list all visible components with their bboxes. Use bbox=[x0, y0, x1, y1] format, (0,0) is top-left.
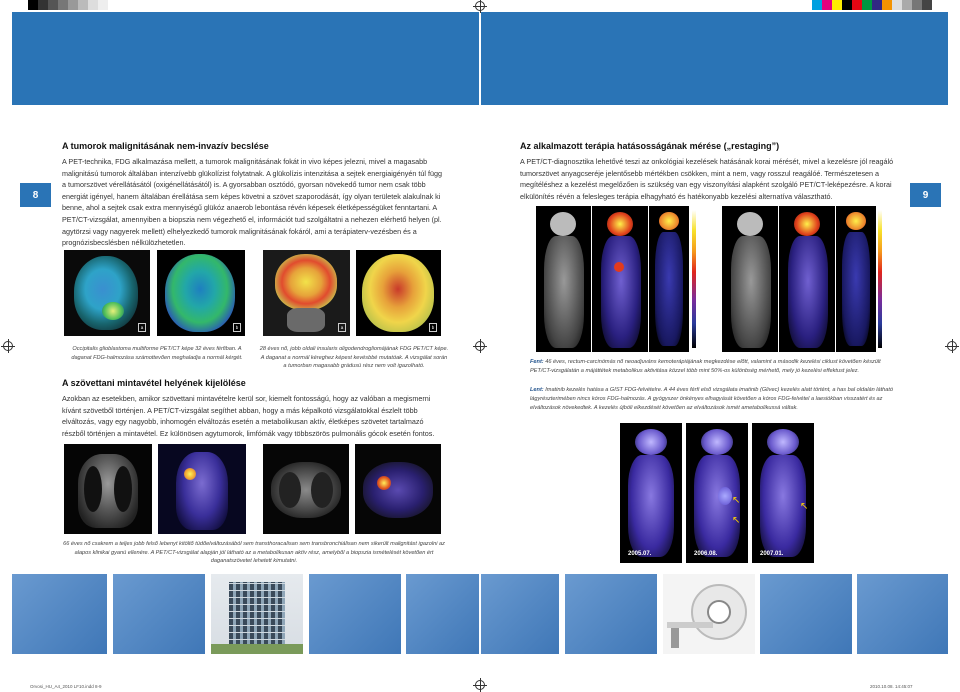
pet-mip-image bbox=[836, 206, 876, 352]
scan-date: 2007.01. bbox=[760, 551, 784, 557]
pet-mip-image bbox=[649, 206, 689, 352]
page-number-left: 8 bbox=[20, 183, 51, 207]
header-band-right bbox=[481, 12, 948, 105]
pet-followup-image bbox=[686, 423, 748, 563]
section-heading-malignancy: A tumorok malignitásának nem-invazív becslése bbox=[62, 141, 269, 151]
caption-bottom-label: Lent: bbox=[530, 387, 544, 393]
color-swatch bbox=[822, 0, 832, 10]
color-swatch bbox=[902, 0, 912, 10]
color-swatch bbox=[48, 0, 58, 10]
caption-glioblastoma: Occipitalis glioblastoma multiforme PET/CT képe 32 éves férfiban. A daganat FDG-halmozása számottevően meghaladja a normál kérgét. bbox=[71, 346, 243, 361]
decorative-photo bbox=[857, 574, 948, 654]
color-swatch bbox=[912, 0, 922, 10]
color-swatch bbox=[922, 0, 932, 10]
pet-body-image bbox=[592, 206, 648, 352]
panel-label: a bbox=[138, 323, 146, 332]
arrow-icon: ↖ bbox=[800, 501, 809, 512]
registration-mark-icon bbox=[3, 341, 13, 351]
brain-pet-image bbox=[356, 250, 441, 336]
ct-axial-image bbox=[263, 444, 349, 534]
caption-lung-biopsy: 66 éves nő csakrem a teljes jobb felső lebenyt kitöltő tüdőelváltozásából sem transthoracalisan sem transbronchiálisan nem sikerült malignitást igazolni az alapos klinikai gyanú ellenére. A PET/CT-vizsgálat alapján jól látható az a metabolikusan aktív rész, amelyből a biopszia ismételését követően ért daganatszövetet lehetett kimutatni. bbox=[63, 541, 445, 565]
caption-bottom bbox=[530, 386, 900, 413]
color-swatch bbox=[98, 0, 108, 10]
decorative-photo bbox=[481, 574, 559, 654]
color-swatch bbox=[882, 0, 892, 10]
panel-label: b bbox=[233, 323, 241, 332]
ct-body-image bbox=[536, 206, 591, 352]
brain-pet-image bbox=[263, 250, 350, 336]
arrow-icon: ↖ bbox=[732, 515, 741, 526]
caption-top bbox=[530, 358, 900, 376]
decorative-photo bbox=[12, 574, 107, 654]
ct-body-image bbox=[722, 206, 778, 352]
color-swatch bbox=[852, 0, 862, 10]
color-swatch bbox=[78, 0, 88, 10]
color-swatch bbox=[832, 0, 842, 10]
header-band-left bbox=[12, 12, 479, 105]
registration-mark-icon bbox=[475, 341, 485, 351]
panel-label: b bbox=[429, 323, 437, 332]
caption-top-label: Fent: bbox=[530, 359, 544, 365]
brain-pet-image bbox=[157, 250, 245, 336]
decorative-photo bbox=[309, 574, 401, 654]
registration-mark-icon bbox=[947, 341, 957, 351]
color-swatch bbox=[28, 0, 38, 10]
pet-ct-coronal-image bbox=[158, 444, 246, 534]
color-swatch bbox=[88, 0, 98, 10]
scan-date: 2006.08. bbox=[694, 551, 718, 557]
scanner-photo bbox=[663, 574, 755, 654]
registration-mark-icon bbox=[475, 680, 485, 690]
footer-filename: Orvosi_HU_A4_2010 LF10.indd 8-9 bbox=[30, 684, 102, 689]
pet-colorbar bbox=[692, 210, 696, 348]
arrow-icon: ↖ bbox=[732, 495, 741, 506]
brain-pet-image bbox=[64, 250, 150, 336]
section-heading-restaging: Az alkalmazott terápia hatásosságának mérése („restaging”) bbox=[520, 141, 780, 151]
color-swatch bbox=[862, 0, 872, 10]
section-heading-biopsy: A szövettani mintavétel helyének kijelölése bbox=[62, 378, 246, 388]
scan-date: 2005.07. bbox=[628, 551, 652, 557]
color-swatch bbox=[68, 0, 78, 10]
color-swatch bbox=[892, 0, 902, 10]
caption-oligodendroglioma: 28 éves nő, jobb oldali insularis oligodendrogliomájának FDG PET/CT képe. A daganat a normál kéreghez képest kevésbbé mutatóak. A vizsgálat során a tumorban magasabb grádusú rész nem volt igazolható. bbox=[259, 346, 449, 370]
page-number-right: 9 bbox=[910, 183, 941, 207]
color-swatch bbox=[872, 0, 882, 10]
building-photo bbox=[211, 574, 303, 654]
caption-top-text: 46 éves, rectum-carcinómás nő neoadjuváns kemoterápiájának megkezdése előtt, valamint a második kezelési ciklust követően készült PET/CT-vizsgálatán a májáttétek metabolikus aktivitása közzel több mint 50%-os különbség mérhető, mely jó kezelési effektust jelez. bbox=[530, 359, 881, 374]
color-swatch bbox=[842, 0, 852, 10]
paragraph-biopsy: Azokban az esetekben, amikor szövettani mintavételre kerül sor, kiemelt fontosságú, hogy az valóban a megismerni kívánt szövetből történjen. A PET/CT-vizsgálat segíthet abban, hogy a más képalkotó vizsgálatokkal észlelt több elváltozás, vagy egy nagyobb, inhomogén elváltozás esetén a metabolikusan aktív, életképes szövetet tartalmazó részből történjen a mintavétel. Ez különösen agytumorok, limfómák vagy többszörös pulmonális gócok esetén fontos. bbox=[62, 394, 435, 438]
paragraph-restaging: A PET/CT-diagnosztika lehetővé teszi az onkológiai kezelések hatásának korai mérését, mivel a kezelésre jól reagáló tumorszövet anyagcseréje jelentősebb mértékben csökken, mint a nem, vagy rosszul reagálóé. Természetesen a megítéléshez a kezelést megelőzően is szükség van egy viszonyítási alapként szolgáló PET/CT-leképezésre. A korai elkülönítés révén a felesleges terápia elhagyható és hatékonyabb kezelési alternatíva választható. bbox=[520, 157, 894, 201]
color-swatch bbox=[812, 0, 822, 10]
registration-mark-icon bbox=[475, 1, 485, 11]
panel-label: a bbox=[338, 323, 346, 332]
ct-coronal-image bbox=[64, 444, 152, 534]
color-swatch bbox=[58, 0, 68, 10]
footer-timestamp: 2010.10.08. 14:45:07 bbox=[870, 684, 913, 689]
decorative-photo bbox=[113, 574, 205, 654]
decorative-photo bbox=[406, 574, 479, 654]
color-swatch bbox=[38, 0, 48, 10]
decorative-photo bbox=[565, 574, 657, 654]
pet-ct-axial-image bbox=[355, 444, 441, 534]
pet-followup-image bbox=[752, 423, 814, 563]
pet-colorbar bbox=[878, 210, 882, 348]
pet-followup-image bbox=[620, 423, 682, 563]
pet-body-image bbox=[779, 206, 835, 352]
paragraph-malignancy: A PET-technika, FDG alkalmazása mellett, a tumorok malignitásának fokát in vivo képes jelezni, mivel a magasabb malignitású tumorok általában intenzívebb glükolízist folytatnak. A glükolízis intenzitása a sejtek energiaigényén túl függ a tumorszövet vérellátásától (oxigénellátásától) is. A gyorsabban osztódó, gyorsan növekedő tumor nem csak több energiát igényel, hanem általában érellátása sem képes követni a szövet szaporodását, így olyan területek alakulnak ki benne, ahol a sejtek csak extra mennyiségű glükóz anaerob lebontása révén képesek életképességüket fenntartani. A PET/CT-vizsgálat, amennyiben a biopszia nem végezhető el, információt tud szolgáltatni a nehezen elérhető helyen (pl. agytörzsi vagy nagyerek mellett) elhelyezkedő tumorok malignitásának fokáról, ami a terápiaterv-vezésben és a prognózisbecslésben nélkülözhetetlen. bbox=[62, 157, 442, 248]
caption-bottom-text: Imatinib kezelés hatása a GIST FDG-felvételre. A 44 éves férfi első vizsgálata imatinib (Glivec) kezelés alatt történt, a has bal oldalán látható lágyrészterimében nincs kóros FDG-halmozás. A gyógyszer önkényes elhagyását követően a kóros FDG-felvétel a laesiókban visszatért és az elváltozások növekedtek. A kezelés újbóli elkezdését követően az elváltozások ismét ametabolikussá váltak. bbox=[530, 387, 894, 411]
decorative-photo bbox=[760, 574, 852, 654]
